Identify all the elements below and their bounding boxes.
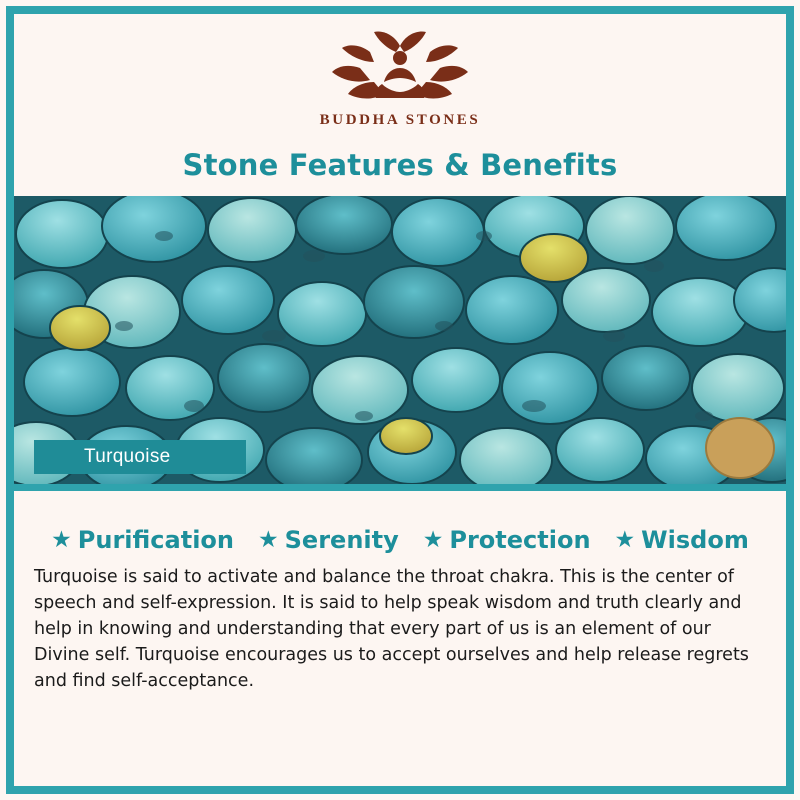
frame-edge-bottom: [126, 786, 674, 794]
benefit-label: Wisdom: [641, 526, 749, 554]
page-title: Stone Features & Benefits: [182, 148, 618, 182]
benefit-label: Protection: [449, 526, 591, 554]
frame-edge-left: [6, 126, 14, 674]
benefit-label: Purification: [77, 526, 235, 554]
brand-name: BUDDHA STONES: [319, 112, 481, 128]
hero-image: [14, 196, 786, 484]
benefit-item-purification: [51, 526, 234, 554]
lotus-meditation-icon: [330, 30, 470, 108]
star-icon: ★: [258, 526, 279, 553]
benefit-label: Serenity: [284, 526, 399, 554]
benefit-item-serenity: [258, 526, 399, 554]
benefits-row: [30, 518, 770, 562]
hero-underline-divider: [14, 484, 786, 491]
benefit-item-wisdom: [615, 526, 749, 554]
frame-edge-right: [786, 126, 794, 674]
coin-scale-reference: [706, 418, 774, 478]
stone-name-label: Turquoise: [34, 440, 246, 474]
description-text: Turquoise is said to activate and balance the throat chakra. This is the center of speech and self-expression. It is said to help speak wisdom and truth clearly and help in knowing and understanding that every part of us is an element of our Divine self. Turquoise encourages us to accept ourselves and help release regrets and find self-acceptance.: [34, 567, 749, 691]
benefit-item-protection: [423, 526, 591, 554]
star-icon: ★: [422, 526, 444, 553]
star-icon: ★: [614, 526, 636, 553]
frame-edge-top: [126, 6, 674, 14]
title-band: [14, 137, 786, 193]
brand-header: [14, 14, 786, 140]
star-icon: ★: [51, 526, 72, 553]
